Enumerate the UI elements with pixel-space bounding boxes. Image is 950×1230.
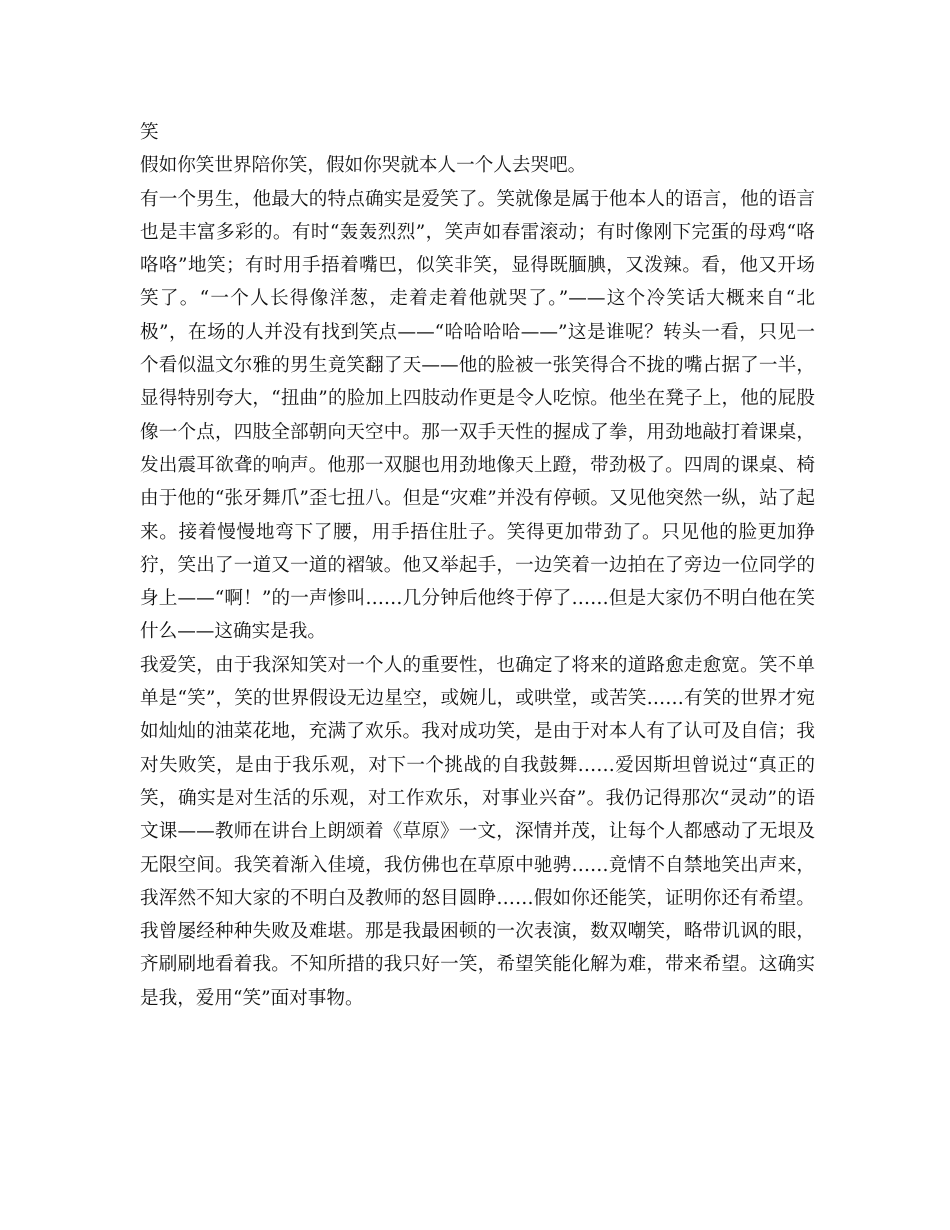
document-body: [140, 116, 815, 1015]
lead-sentence: 假如你笑世界陪你笑，假如你哭就本人一个人去哭吧。: [140, 155, 587, 177]
paragraph-1: 有一个男生，他最大的特点确实是爱笑了。笑就像是属于他本人的语言，他的语言也是丰富多彩的。有时“轰轰烈烈”，笑声如春雷滚动；有时像刚下完蛋的母鸡“咯咯咯”地笑；有时用手捂着嘴巴，似笑非笑，显得既腼腆，又泼辣。看，他又开场笑了。“一个人长得像洋葱，走着走着他就哭了。”——这个冷笑话大概来自“北极”，在场的人并没有找到笑点——“哈哈哈哈——”这是谁呢？转头一看，只见一个看似温文尔雅的男生竟笑翻了天——他的脸被一张笑得合不拢的嘴占据了一半，显得特别夸大，“扭曲”的脸加上四肢动作更是令人吃惊。他坐在凳子上，他的屁股像一个点，四肢全部朝向天空中。那一双手天性的握成了拳，用劲地敲打着课桌，发出震耳欲聋的响声。他那一双腿也用劲地像天上蹬，带劲极了。四周的课桌、椅由于他的“张牙舞爪”歪七扭八。但是“灾难”并没有停顿。又见他突然一纵，站了起来。接着慢慢地弯下了腰，用手捂住肚子。笑得更加带劲了。只见他的脸更加狰狞，笑出了一道又一道的褶皱。他又举起手，一边笑着一边拍在了旁边一位同学的身上——“啊！”的一声惨叫……几分钟后他终于停了……但是大家仍不明白他在笑什么——这确实是我。: [140, 188, 815, 643]
document-title: 笑: [140, 122, 159, 143]
paragraph-2: 我爱笑，由于我深知笑对一个人的重要性，也确定了将来的道路愈走愈宽。笑不单单是“笑”，笑的世界假设无边星空，或婉儿，或哄堂，或苦笑……有笑的世界才宛如灿灿的油菜花地，充满了欢乐。我对成功笑，是由于对本人有了认可及自信；我对失败笑，是由于我乐观，对下一个挑战的自我鼓舞……爱因斯坦曾说过“真正的笑，确实是对生活的乐观，对工作欢乐，对事业兴奋”。我仍记得那次“灵动”的语文课——教师在讲台上朗颂着《草原》一文，深情并茂，让每个人都感动了无垠及无限空间。我笑着渐入佳境，我仿佛也在草原中驰骋……竟情不自禁地笑出声来，我浑然不知大家的不明白及教师的怒目圆睁……假如你还能笑，证明你还有希望。我曾屡经种种失败及难堪。那是我最困顿的一次表演，数双嘲笑，略带讥讽的眼，齐刷刷地看着我。不知所措的我只好一笑，希望笑能化解为难，带来希望。这确实是我，爱用“笑”面对事物。: [140, 654, 815, 1009]
